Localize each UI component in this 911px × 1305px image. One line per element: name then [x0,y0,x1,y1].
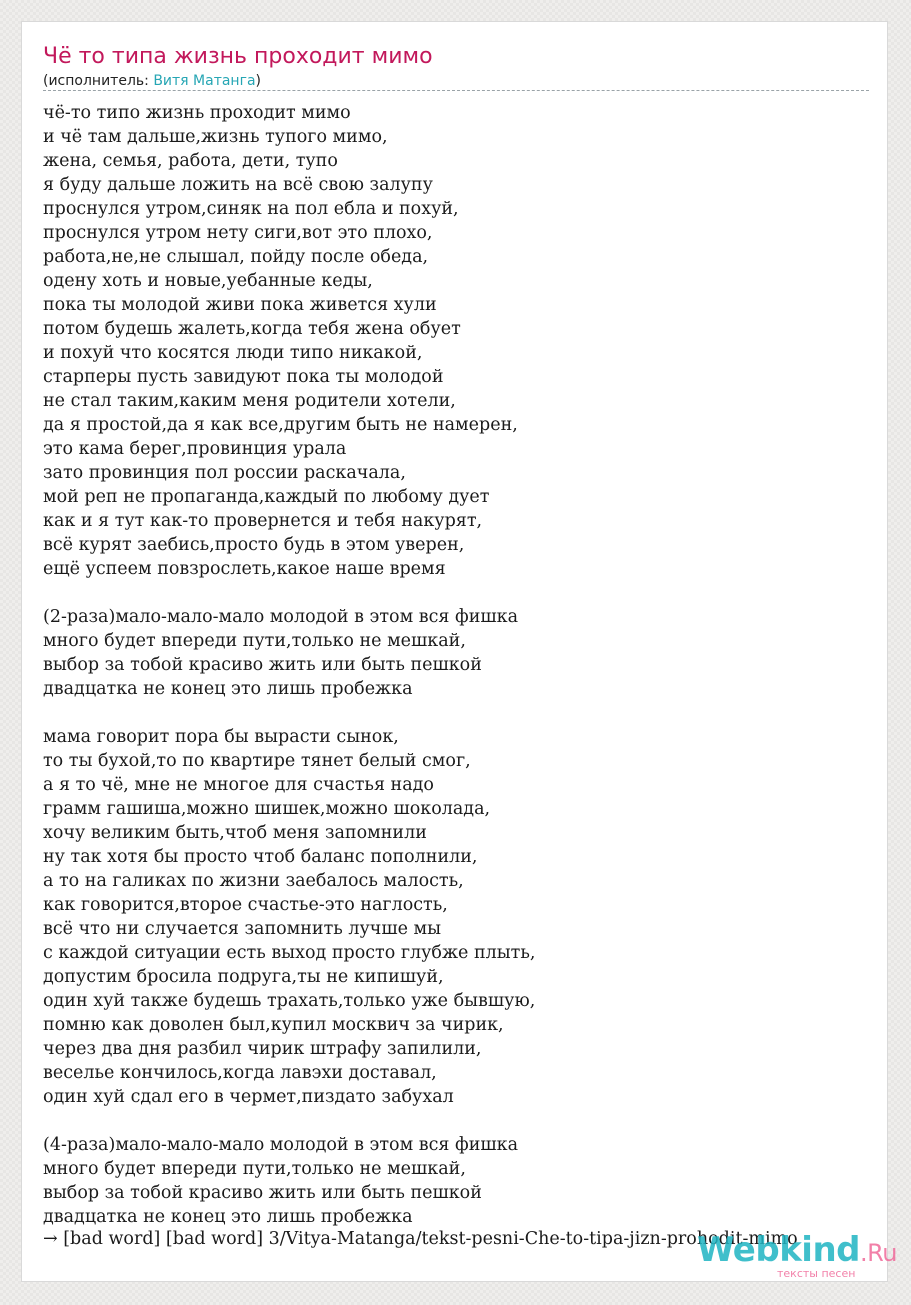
performer-suffix: ) [255,73,261,89]
lyric-line: а то на галиках по жизни заебалось малость, [43,871,464,891]
lyric-line: это кама берег,провинция урала [43,439,347,459]
lyric-line: проснулся утром,синяк на пол ебла и похуй, [43,199,459,219]
lyric-line: как и я тут как-то провернется и тебя накурят, [43,511,483,531]
lyric-line: ну так хотя бы просто чтоб баланс пополнили, [43,847,478,867]
lyric-line: мой реп не пропаганда,каждый по любому дует [43,487,490,507]
lyric-line: через два дня разбил чирик штрафу запилили, [43,1039,482,1059]
lyric-line [43,701,883,725]
lyric-line: потом будешь жалеть,когда тебя жена обует [43,319,461,339]
title-divider [43,90,869,91]
performer-line [43,72,261,90]
lyric-line: грамм гашиша,можно шишек,можно шоколада, [43,799,491,819]
lyric-line: всё что ни случается запомнить лучше мы [43,919,442,939]
lyric-line: пока ты молодой живи пока живется хули [43,295,437,315]
watermark-brand: Webkind [697,1230,860,1270]
lyric-line: всё курят заебись,просто будь в этом уверен, [43,535,465,555]
lyric-line: один хуй также будешь трахать,только уже бывшую, [43,991,536,1011]
lyric-line: мама говорит пора бы вырасти сынок, [43,727,399,747]
watermark-tagline: тексты песен [777,1267,856,1280]
lyric-line: проснулся утром нету сиги,вот это плохо, [43,223,433,243]
lyric-line: жена, семья, работа, дети, тупо [43,151,338,171]
lyric-line: а я то чё, мне не многое для счастья надо [43,775,434,795]
lyric-line: один хуй сдал его в чермет,пиздато забухал [43,1087,454,1107]
lyric-line: я буду дальше ложить на всё свою залупу [43,175,433,195]
lyric-line: много будет впереди пути,только не мешкай, [43,1159,466,1179]
lyric-line: хочу великим быть,чтоб меня запомнили [43,823,427,843]
lyric-line: с каждой ситуации есть выход просто глубже плыть, [43,943,536,963]
lyric-line: много будет впереди пути,только не мешкай, [43,631,466,651]
lyric-line: двадцатка не конец это лишь пробежка [43,1207,413,1227]
lyric-line: веселье кончилось,когда лавэхи доставал, [43,1063,437,1083]
lyric-line: чё-то типо жизнь проходит мимо [43,103,351,123]
performer-link[interactable]: Витя Матанга [153,73,256,89]
lyric-line: не стал таким,каким меня родители хотели, [43,391,456,411]
lyric-line: выбор за тобой красиво жить или быть пешкой [43,655,482,675]
lyric-line: старперы пусть завидуют пока ты молодой [43,367,444,387]
lyric-line [43,581,883,605]
lyric-line: двадцатка не конец это лишь пробежка [43,679,413,699]
site-watermark [697,1230,897,1282]
lyric-line: и чё там дальше,жизнь тупого мимо, [43,127,388,147]
lyric-line: допустим бросила подруга,ты не кипишуй, [43,967,444,987]
lyric-line: зато провинция пол россии раскачала, [43,463,406,483]
performer-prefix: (исполнитель: [43,73,154,89]
lyric-line: ещё успеем повзрослеть,какое наше время [43,559,446,579]
watermark-tld: .Ru [860,1239,897,1267]
lyric-line: то ты бухой,то по квартире тянет белый смог, [43,751,471,771]
source-link[interactable]: → [bad word] [bad word] 3/Vitya-Matanga/tekst-pesni-Che-to-tipa-jizn-prohodit-mimo [43,1229,798,1249]
lyric-line [43,1109,883,1133]
lyric-line: (2-раза)мало-мало-мало молодой в этом вся фишка [43,607,519,627]
lyric-line: и похуй что косятся люди типо никакой, [43,343,423,363]
lyric-line: как говорится,второе счастье-это наглость, [43,895,448,915]
lyric-line: да я простой,да я как все,другим быть не намерен, [43,415,518,435]
lyric-line: выбор за тобой красиво жить или быть пешкой [43,1183,482,1203]
lyrics-card [21,21,897,1282]
lyric-line: одену хоть и новые,уебанные кеды, [43,271,373,291]
song-title: Чё то типа жизнь проходит мимо [43,44,433,69]
lyric-line: работа,не,не слышал, пойду после обеда, [43,247,429,267]
lyric-line: помню как доволен был,купил москвич за чирик, [43,1015,504,1035]
lyric-line: (4-раза)мало-мало-мало молодой в этом вся фишка [43,1135,519,1155]
lyrics-text [43,101,883,1229]
